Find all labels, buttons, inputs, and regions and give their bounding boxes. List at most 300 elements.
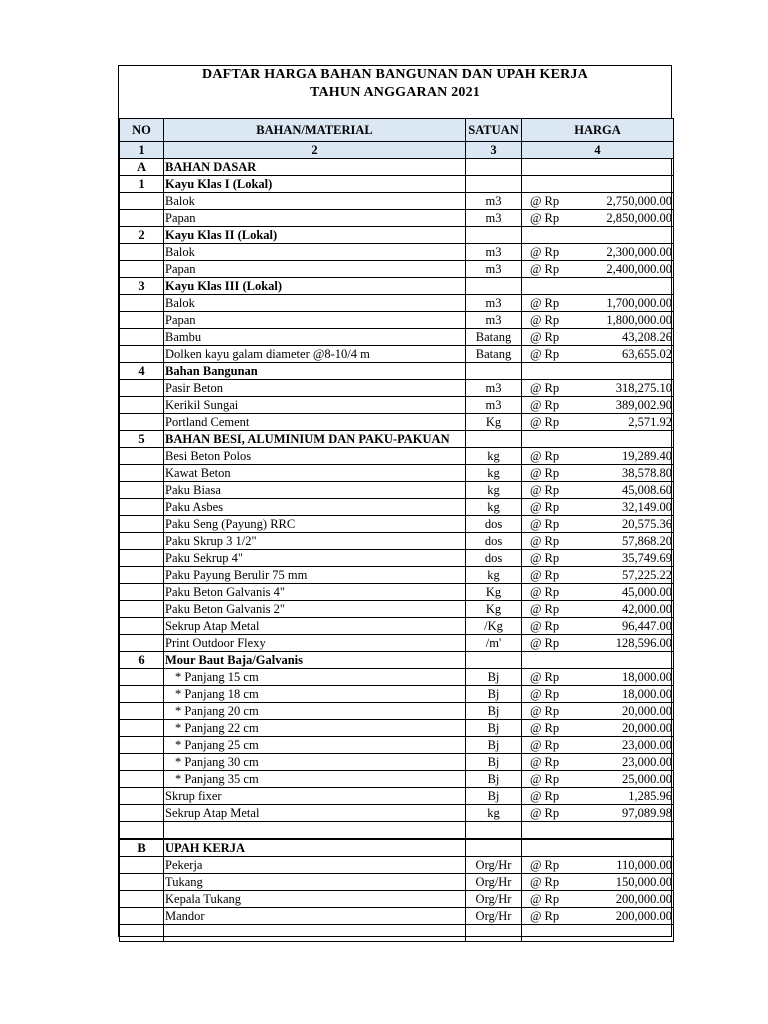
row-currency-rp: Rp xyxy=(544,771,574,788)
row-price: 57,225.22 xyxy=(574,567,674,584)
row-price: 96,447.00 xyxy=(574,618,674,635)
row-number xyxy=(120,193,164,210)
column-number-row xyxy=(120,142,674,159)
row-number xyxy=(120,244,164,261)
row-item: Kayu Klas II (Lokal) xyxy=(164,227,466,244)
table-row xyxy=(120,329,674,346)
row-price: 45,000.00 xyxy=(574,584,674,601)
row-price: 150,000.00 xyxy=(574,874,674,891)
row-currency-at: @ xyxy=(522,720,544,737)
row-item: Kayu Klas III (Lokal) xyxy=(164,278,466,295)
row-number xyxy=(120,261,164,278)
row-price: 23,000.00 xyxy=(574,754,674,771)
row-unit xyxy=(466,822,522,840)
row-currency-at: @ xyxy=(522,874,544,891)
row-item: Skrup fixer xyxy=(164,788,466,805)
row-currency-at: @ xyxy=(522,567,544,584)
row-currency-at xyxy=(522,159,544,176)
row-currency-rp: Rp xyxy=(544,414,574,431)
row-unit: m3 xyxy=(466,380,522,397)
row-currency-at: @ xyxy=(522,754,544,771)
row-number xyxy=(120,584,164,601)
row-currency-rp: Rp xyxy=(544,380,574,397)
row-price: 20,575.36 xyxy=(574,516,674,533)
row-currency-at: @ xyxy=(522,771,544,788)
row-number xyxy=(120,312,164,329)
row-price: 2,850,000.00 xyxy=(574,210,674,227)
row-item xyxy=(164,822,466,840)
row-number xyxy=(120,448,164,465)
row-unit: m3 xyxy=(466,244,522,261)
row-price: 43,208.26 xyxy=(574,329,674,346)
row-unit: Kg xyxy=(466,584,522,601)
row-currency-rp: Rp xyxy=(544,295,574,312)
colnum-1: 1 xyxy=(120,142,164,159)
row-currency-at: @ xyxy=(522,295,544,312)
table-row xyxy=(120,908,674,925)
row-currency-rp: Rp xyxy=(544,567,574,584)
row-unit: /m' xyxy=(466,635,522,652)
row-unit: kg xyxy=(466,805,522,822)
table-row xyxy=(120,448,674,465)
row-currency-rp xyxy=(544,925,574,942)
row-unit: Bj xyxy=(466,771,522,788)
row-unit: Bj xyxy=(466,720,522,737)
row-item: Papan xyxy=(164,312,466,329)
row-unit: Bj xyxy=(466,754,522,771)
row-price: 389,002.90 xyxy=(574,397,674,414)
row-unit: Bj xyxy=(466,737,522,754)
row-currency-rp: Rp xyxy=(544,550,574,567)
row-item: Paku Asbes xyxy=(164,499,466,516)
table-row xyxy=(120,839,674,857)
row-item: Papan xyxy=(164,210,466,227)
row-currency-at: @ xyxy=(522,908,544,925)
row-item: Dolken kayu galam diameter @8-10/4 m xyxy=(164,346,466,363)
row-unit: dos xyxy=(466,533,522,550)
table-row xyxy=(120,822,674,840)
table-row xyxy=(120,533,674,550)
table-row xyxy=(120,584,674,601)
row-currency-at: @ xyxy=(522,550,544,567)
row-currency-at: @ xyxy=(522,499,544,516)
row-unit: Batang xyxy=(466,346,522,363)
row-number xyxy=(120,397,164,414)
table-row xyxy=(120,737,674,754)
row-number: 4 xyxy=(120,363,164,380)
row-unit: m3 xyxy=(466,397,522,414)
row-item: Bambu xyxy=(164,329,466,346)
row-price: 18,000.00 xyxy=(574,686,674,703)
row-currency-at: @ xyxy=(522,193,544,210)
row-unit: kg xyxy=(466,448,522,465)
row-currency-at: @ xyxy=(522,244,544,261)
row-price: 23,000.00 xyxy=(574,737,674,754)
row-unit: dos xyxy=(466,516,522,533)
row-number: 6 xyxy=(120,652,164,669)
row-price xyxy=(574,839,674,857)
row-currency-at: @ xyxy=(522,618,544,635)
table-row xyxy=(120,601,674,618)
row-unit: m3 xyxy=(466,312,522,329)
row-item: Tukang xyxy=(164,874,466,891)
row-unit: Org/Hr xyxy=(466,891,522,908)
row-currency-rp: Rp xyxy=(544,908,574,925)
row-number xyxy=(120,874,164,891)
table-row xyxy=(120,312,674,329)
row-number xyxy=(120,550,164,567)
row-number xyxy=(120,771,164,788)
row-price: 2,300,000.00 xyxy=(574,244,674,261)
row-price: 1,800,000.00 xyxy=(574,312,674,329)
row-price xyxy=(574,227,674,244)
row-unit: m3 xyxy=(466,193,522,210)
table-row xyxy=(120,380,674,397)
row-item: Kawat Beton xyxy=(164,465,466,482)
row-number: B xyxy=(120,839,164,857)
table-row xyxy=(120,397,674,414)
table-row xyxy=(120,193,674,210)
table-row xyxy=(120,363,674,380)
row-number xyxy=(120,891,164,908)
table-row xyxy=(120,891,674,908)
table-row xyxy=(120,210,674,227)
row-item: * Panjang 25 cm xyxy=(164,737,466,754)
row-price: 97,089.98 xyxy=(574,805,674,822)
row-number xyxy=(120,414,164,431)
table-row xyxy=(120,771,674,788)
row-currency-rp: Rp xyxy=(544,499,574,516)
row-currency-at: @ xyxy=(522,448,544,465)
table-row xyxy=(120,431,674,448)
row-currency-rp: Rp xyxy=(544,261,574,278)
row-unit: Bj xyxy=(466,788,522,805)
row-number xyxy=(120,635,164,652)
row-price xyxy=(574,431,674,448)
row-item: Sekrup Atap Metal xyxy=(164,805,466,822)
row-unit: Batang xyxy=(466,329,522,346)
table-row xyxy=(120,686,674,703)
row-item: Balok xyxy=(164,244,466,261)
row-currency-rp: Rp xyxy=(544,312,574,329)
row-unit: Bj xyxy=(466,703,522,720)
row-unit xyxy=(466,839,522,857)
row-number: 2 xyxy=(120,227,164,244)
row-unit: /Kg xyxy=(466,618,522,635)
document-subtitle: TAHUN ANGGARAN 2021 xyxy=(310,85,480,100)
row-unit xyxy=(466,925,522,942)
row-unit: m3 xyxy=(466,210,522,227)
row-currency-rp: Rp xyxy=(544,533,574,550)
row-price: 63,655.02 xyxy=(574,346,674,363)
row-currency-rp: Rp xyxy=(544,618,574,635)
row-item: BAHAN BESI, ALUMINIUM DAN PAKU-PAKUAN xyxy=(164,431,466,448)
row-item: * Panjang 30 cm xyxy=(164,754,466,771)
table-row xyxy=(120,465,674,482)
row-item: Papan xyxy=(164,261,466,278)
row-currency-rp: Rp xyxy=(544,874,574,891)
row-number xyxy=(120,822,164,840)
row-price: 2,571.92 xyxy=(574,414,674,431)
row-currency-at: @ xyxy=(522,261,544,278)
row-item: * Panjang 35 cm xyxy=(164,771,466,788)
row-price: 25,000.00 xyxy=(574,771,674,788)
row-currency-at xyxy=(522,925,544,942)
row-number xyxy=(120,380,164,397)
table-row xyxy=(120,482,674,499)
row-currency-at: @ xyxy=(522,805,544,822)
row-currency-rp: Rp xyxy=(544,754,574,771)
row-unit: Kg xyxy=(466,414,522,431)
row-item: Kerikil Sungai xyxy=(164,397,466,414)
row-currency-at: @ xyxy=(522,601,544,618)
row-unit xyxy=(466,431,522,448)
row-item: Pasir Beton xyxy=(164,380,466,397)
row-currency-rp: Rp xyxy=(544,857,574,874)
row-currency-at xyxy=(522,176,544,193)
row-unit: kg xyxy=(466,482,522,499)
row-item: Paku Payung Berulir 75 mm xyxy=(164,567,466,584)
row-unit: Org/Hr xyxy=(466,857,522,874)
row-unit xyxy=(466,652,522,669)
row-currency-rp: Rp xyxy=(544,601,574,618)
row-currency-at: @ xyxy=(522,686,544,703)
row-number xyxy=(120,737,164,754)
row-currency-at xyxy=(522,363,544,380)
row-currency-at xyxy=(522,227,544,244)
colnum-4: 4 xyxy=(522,142,674,159)
row-price: 32,149.00 xyxy=(574,499,674,516)
row-currency-at xyxy=(522,652,544,669)
row-currency-rp: Rp xyxy=(544,805,574,822)
row-currency-at: @ xyxy=(522,788,544,805)
row-currency-at: @ xyxy=(522,414,544,431)
table-row xyxy=(120,244,674,261)
row-item: Kepala Tukang xyxy=(164,891,466,908)
row-currency-at: @ xyxy=(522,584,544,601)
row-currency-at: @ xyxy=(522,669,544,686)
row-currency-rp: Rp xyxy=(544,448,574,465)
row-unit: kg xyxy=(466,499,522,516)
row-number xyxy=(120,346,164,363)
row-item: Paku Biasa xyxy=(164,482,466,499)
row-unit xyxy=(466,278,522,295)
row-number xyxy=(120,618,164,635)
row-currency-rp: Rp xyxy=(544,720,574,737)
row-currency-rp: Rp xyxy=(544,584,574,601)
row-price xyxy=(574,925,674,942)
row-currency-rp: Rp xyxy=(544,482,574,499)
row-currency-rp xyxy=(544,839,574,857)
row-unit xyxy=(466,176,522,193)
row-item: Paku Seng (Payung) RRC xyxy=(164,516,466,533)
row-number xyxy=(120,533,164,550)
price-table xyxy=(119,118,674,942)
row-currency-at: @ xyxy=(522,482,544,499)
row-price: 45,008.60 xyxy=(574,482,674,499)
table-row xyxy=(120,652,674,669)
row-price xyxy=(574,822,674,840)
row-item: Paku Sekrup 4" xyxy=(164,550,466,567)
table-row xyxy=(120,227,674,244)
row-price: 1,700,000.00 xyxy=(574,295,674,312)
row-item: Balok xyxy=(164,295,466,312)
row-number xyxy=(120,516,164,533)
header-price: HARGA xyxy=(522,119,674,142)
row-number xyxy=(120,908,164,925)
row-number: 3 xyxy=(120,278,164,295)
row-item: Balok xyxy=(164,193,466,210)
row-currency-at: @ xyxy=(522,857,544,874)
row-currency-rp: Rp xyxy=(544,788,574,805)
table-row xyxy=(120,499,674,516)
row-number xyxy=(120,465,164,482)
table-row xyxy=(120,669,674,686)
row-currency-at: @ xyxy=(522,465,544,482)
row-price: 318,275.10 xyxy=(574,380,674,397)
row-price: 18,000.00 xyxy=(574,669,674,686)
row-item: Print Outdoor Flexy xyxy=(164,635,466,652)
row-number: 1 xyxy=(120,176,164,193)
row-currency-rp: Rp xyxy=(544,686,574,703)
row-unit: Bj xyxy=(466,669,522,686)
row-item: Kayu Klas I (Lokal) xyxy=(164,176,466,193)
row-currency-at xyxy=(522,431,544,448)
row-currency-rp: Rp xyxy=(544,465,574,482)
row-item: BAHAN DASAR xyxy=(164,159,466,176)
row-item: * Panjang 15 cm xyxy=(164,669,466,686)
row-price: 42,000.00 xyxy=(574,601,674,618)
row-price: 20,000.00 xyxy=(574,703,674,720)
table-row xyxy=(120,176,674,193)
table-row xyxy=(120,278,674,295)
row-number xyxy=(120,703,164,720)
table-row xyxy=(120,754,674,771)
row-currency-rp xyxy=(544,431,574,448)
table-row xyxy=(120,261,674,278)
row-item: * Panjang 20 cm xyxy=(164,703,466,720)
colnum-2: 2 xyxy=(164,142,466,159)
row-item: Portland Cement xyxy=(164,414,466,431)
row-item: Paku Beton Galvanis 4" xyxy=(164,584,466,601)
row-unit: m3 xyxy=(466,295,522,312)
row-price: 57,868.20 xyxy=(574,533,674,550)
colnum-3: 3 xyxy=(466,142,522,159)
row-currency-rp: Rp xyxy=(544,210,574,227)
row-currency-at: @ xyxy=(522,312,544,329)
row-currency-rp xyxy=(544,363,574,380)
header-item: BAHAN/MATERIAL xyxy=(164,119,466,142)
document-title: DAFTAR HARGA BAHAN BANGUNAN DAN UPAH KERJA xyxy=(202,67,588,82)
row-number xyxy=(120,669,164,686)
row-unit: m3 xyxy=(466,261,522,278)
row-item: Paku Beton Galvanis 2" xyxy=(164,601,466,618)
row-currency-at: @ xyxy=(522,533,544,550)
row-unit: Bj xyxy=(466,686,522,703)
row-unit: dos xyxy=(466,550,522,567)
row-number xyxy=(120,329,164,346)
row-price xyxy=(574,159,674,176)
table-row xyxy=(120,720,674,737)
row-item xyxy=(164,925,466,942)
row-item: * Panjang 22 cm xyxy=(164,720,466,737)
row-number xyxy=(120,788,164,805)
row-unit: Org/Hr xyxy=(466,908,522,925)
table-header-row xyxy=(120,119,674,142)
row-number xyxy=(120,686,164,703)
row-price: 20,000.00 xyxy=(574,720,674,737)
row-currency-at: @ xyxy=(522,397,544,414)
table-row xyxy=(120,516,674,533)
row-item: Mour Baut Baja/Galvanis xyxy=(164,652,466,669)
row-currency-at xyxy=(522,839,544,857)
row-currency-rp: Rp xyxy=(544,397,574,414)
row-currency-rp: Rp xyxy=(544,329,574,346)
header-no: NO xyxy=(120,119,164,142)
row-item: Bahan Bangunan xyxy=(164,363,466,380)
row-number xyxy=(120,720,164,737)
row-currency-at: @ xyxy=(522,210,544,227)
table-row xyxy=(120,805,674,822)
row-item: UPAH KERJA xyxy=(164,839,466,857)
row-number xyxy=(120,857,164,874)
row-currency-at: @ xyxy=(522,516,544,533)
row-unit: Kg xyxy=(466,601,522,618)
row-number: A xyxy=(120,159,164,176)
row-price: 2,750,000.00 xyxy=(574,193,674,210)
row-currency-rp: Rp xyxy=(544,244,574,261)
row-unit xyxy=(466,363,522,380)
row-currency-at: @ xyxy=(522,329,544,346)
table-row xyxy=(120,703,674,720)
row-currency-rp xyxy=(544,652,574,669)
row-currency-rp: Rp xyxy=(544,737,574,754)
row-currency-at: @ xyxy=(522,891,544,908)
price-list-sheet xyxy=(118,65,672,937)
row-number xyxy=(120,295,164,312)
row-price: 1,285.96 xyxy=(574,788,674,805)
row-item: Sekrup Atap Metal xyxy=(164,618,466,635)
row-currency-rp xyxy=(544,176,574,193)
table-row xyxy=(120,857,674,874)
row-currency-rp xyxy=(544,227,574,244)
row-item: Besi Beton Polos xyxy=(164,448,466,465)
row-number xyxy=(120,210,164,227)
table-row xyxy=(120,635,674,652)
row-currency-at: @ xyxy=(522,380,544,397)
row-currency-rp: Rp xyxy=(544,891,574,908)
row-price: 110,000.00 xyxy=(574,857,674,874)
row-price: 128,596.00 xyxy=(574,635,674,652)
row-number xyxy=(120,925,164,942)
table-row xyxy=(120,295,674,312)
row-price xyxy=(574,278,674,295)
row-unit: kg xyxy=(466,567,522,584)
row-unit xyxy=(466,159,522,176)
table-row xyxy=(120,618,674,635)
row-price xyxy=(574,363,674,380)
table-row xyxy=(120,550,674,567)
row-price: 19,289.40 xyxy=(574,448,674,465)
row-currency-rp xyxy=(544,278,574,295)
row-unit: Org/Hr xyxy=(466,874,522,891)
table-row xyxy=(120,567,674,584)
row-item: Pekerja xyxy=(164,857,466,874)
row-number xyxy=(120,482,164,499)
row-currency-at: @ xyxy=(522,703,544,720)
row-number xyxy=(120,601,164,618)
row-item: Mandor xyxy=(164,908,466,925)
